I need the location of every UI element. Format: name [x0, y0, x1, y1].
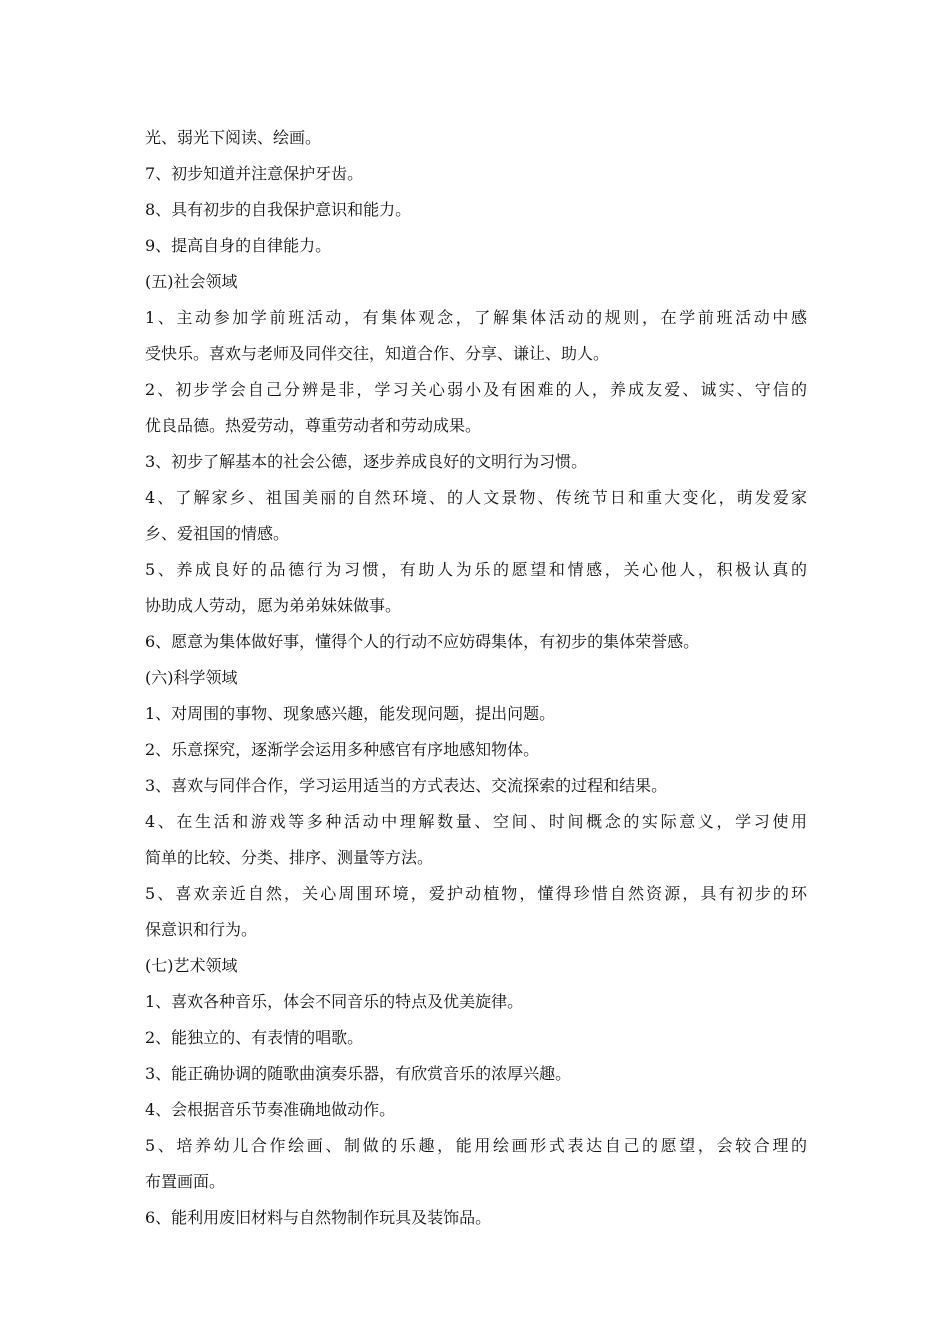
list-item: 3、能正确协调的随歌曲演奏乐器，有欣赏音乐的浓厚兴趣。	[145, 1064, 572, 1083]
list-item: 4、会根据音乐节奏准确地做动作。	[145, 1100, 396, 1119]
list-item: 1、对周围的事物、现象感兴趣，能发现问题，提出问题。	[145, 704, 556, 723]
list-item: 4、在生活和游戏等多种活动中理解数量、空间、时间概念的实际意义，学习使用	[145, 812, 807, 831]
list-item: 2、初步学会自己分辨是非，学习关心弱小及有困难的人，养成友爱、诚实、守信的	[145, 380, 807, 399]
list-item: 7、初步知道并注意保护牙齿。	[145, 164, 364, 183]
document-page	[145, 120, 807, 1236]
list-item-continuation: 受快乐。喜欢与老师及同伴交往，知道合作、分享、谦让、助人。	[145, 344, 610, 363]
list-item-continuation: 简单的比较、分类、排序、测量等方法。	[145, 848, 434, 867]
list-item: 9、提高自身的自律能力。	[145, 236, 332, 255]
list-item: 1、主动参加学前班活动，有集体观念，了解集体活动的规则，在学前班活动中感	[145, 308, 807, 327]
list-item-continuation: 优良品德。热爱劳动，尊重劳动者和劳动成果。	[145, 416, 482, 435]
list-item-continuation: 乡、爱祖国的情感。	[145, 524, 290, 543]
list-item-continuation: 布置画面。	[145, 1172, 226, 1191]
list-item: 5、养成良好的品德行为习惯，有助人为乐的愿望和情感，关心他人，积极认真的	[145, 560, 807, 579]
list-item: 4、了解家乡、祖国美丽的自然环境、的人文景物、传统节日和重大变化，萌发爱家	[145, 488, 807, 507]
list-item-continuation: 协助成人劳动，愿为弟弟妹妹做事。	[145, 596, 402, 615]
text-line: 光、弱光下阅读、绘画。	[145, 128, 322, 147]
list-item: 5、培养幼儿合作绘画、制做的乐趣，能用绘画形式表达自己的愿望，会较合理的	[145, 1136, 807, 1155]
section-heading-art: (七)艺术领域	[145, 956, 238, 975]
list-item-continuation: 保意识和行为。	[145, 920, 258, 939]
list-item: 8、具有初步的自我保护意识和能力。	[145, 200, 412, 219]
list-item: 6、愿意为集体做好事，懂得个人的行动不应妨碍集体，有初步的集体荣誉感。	[145, 632, 700, 651]
list-item: 5、喜欢亲近自然，关心周围环境，爱护动植物，懂得珍惜自然资源，具有初步的环	[145, 884, 807, 903]
list-item: 2、能独立的、有表情的唱歌。	[145, 1028, 364, 1047]
section-heading-science: (六)科学领域	[145, 668, 238, 687]
list-item: 1、喜欢各种音乐，体会不同音乐的特点及优美旋律。	[145, 992, 524, 1011]
list-item: 3、喜欢与同伴合作，学习运用适当的方式表达、交流探索的过程和结果。	[145, 776, 668, 795]
list-item: 2、乐意探究，逐渐学会运用多种感官有序地感知物体。	[145, 740, 540, 759]
list-item: 6、能利用废旧材料与自然物制作玩具及装饰品。	[145, 1208, 492, 1227]
list-item: 3、初步了解基本的社会公德，逐步养成良好的文明行为习惯。	[145, 452, 588, 471]
section-heading-social: (五)社会领域	[145, 272, 238, 291]
